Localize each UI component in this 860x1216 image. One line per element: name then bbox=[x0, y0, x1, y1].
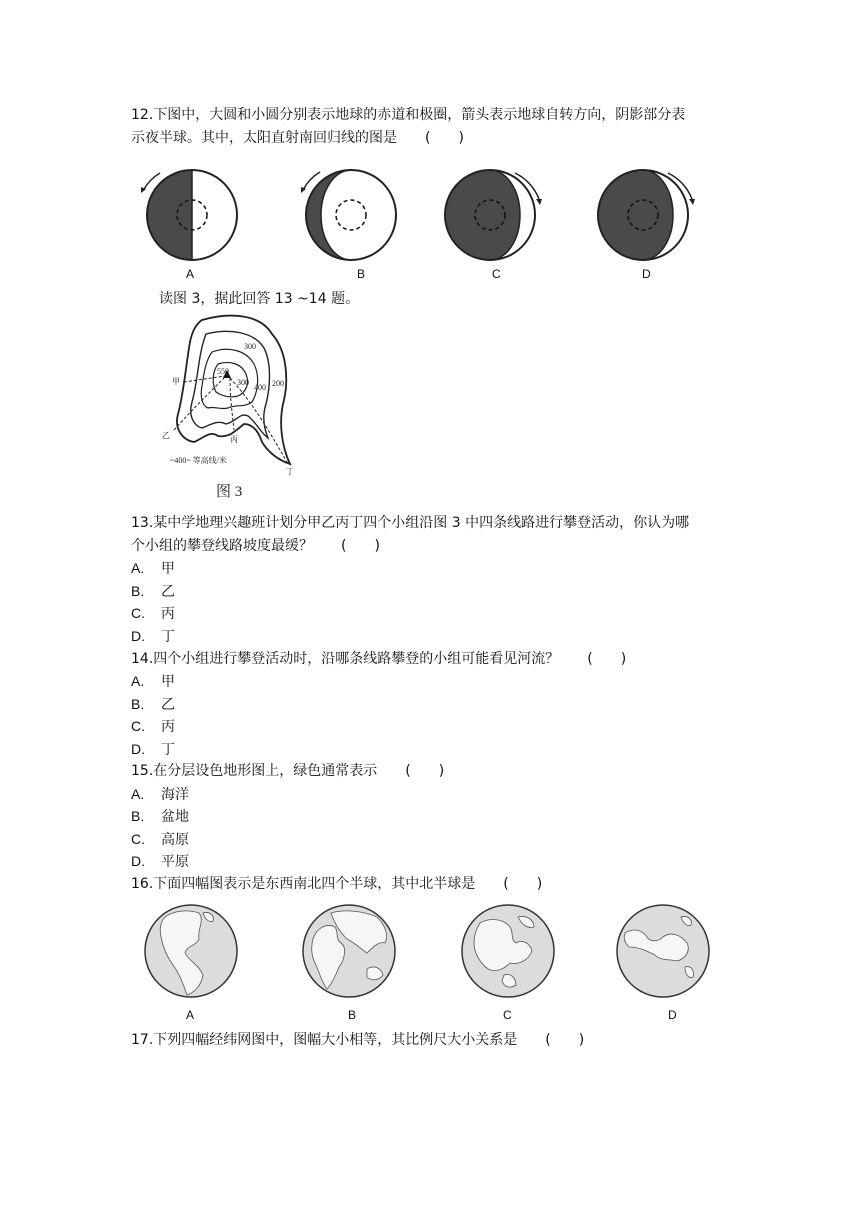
q14-option-c[interactable]: C. 丙 bbox=[131, 718, 175, 735]
figure-3-caption: 图 3 bbox=[216, 484, 243, 500]
hemisphere-map-b bbox=[301, 903, 397, 1003]
globe-figure-c bbox=[445, 165, 545, 265]
globe-figure-b bbox=[298, 165, 398, 265]
q13-option-b[interactable]: B. 乙 bbox=[131, 583, 175, 600]
q15-stem: 15.在分层设色地形图上，绿色通常表示 ( ) bbox=[131, 763, 445, 779]
q14-option-d[interactable]: D. 丁 bbox=[131, 741, 175, 758]
intro-13-14: 读图 3，据此回答 13 ~14 题。 bbox=[159, 291, 360, 307]
q13-option-d[interactable]: D. 丁 bbox=[131, 628, 175, 645]
q16-label-a: A bbox=[186, 1008, 195, 1022]
globe-figure-a bbox=[140, 165, 240, 265]
q12-stem-line2: 示夜半球。其中，太阳直射南回归线的图是 ( ) bbox=[131, 130, 464, 146]
contour-label-300-top: 300 bbox=[244, 342, 256, 351]
q13-option-a[interactable]: A. 甲 bbox=[131, 560, 175, 577]
q12-label-a: A bbox=[186, 267, 195, 281]
q13-option-c[interactable]: C. 丙 bbox=[131, 605, 175, 622]
q12-label-b: B bbox=[357, 267, 366, 281]
q15-option-c[interactable]: C. 高原 bbox=[131, 831, 189, 848]
hemisphere-map-d bbox=[615, 903, 711, 1003]
q15-option-b[interactable]: B. 盆地 bbox=[131, 808, 189, 825]
peak-elevation-label: 550 bbox=[217, 367, 229, 376]
q15-option-a[interactable]: A. 海洋 bbox=[131, 786, 189, 803]
q16-label-b: B bbox=[348, 1008, 357, 1022]
contour-label-200: 200 bbox=[272, 379, 284, 388]
contour-label-400: 400 bbox=[254, 383, 266, 392]
q14-option-b[interactable]: B. 乙 bbox=[131, 696, 175, 713]
globe-figure-d bbox=[598, 165, 698, 265]
q13-stem-line2: 个小组的攀登线路坡度最缓？ ( ) bbox=[131, 538, 380, 554]
q16-label-d: D bbox=[668, 1008, 677, 1022]
contour-map-figure-3 bbox=[160, 312, 300, 502]
q14-option-a[interactable]: A. 甲 bbox=[131, 673, 175, 690]
hemisphere-map-a bbox=[143, 903, 239, 1003]
q12-stem-line1: 12.下图中，大圆和小圆分别表示地球的赤道和极圈，箭头表示地球自转方向，阴影部分表 bbox=[131, 107, 686, 123]
q16-stem: 16.下面四幅图表示是东西南北四个半球，其中北半球是 ( ) bbox=[131, 876, 543, 892]
route-label-ding: 丁 bbox=[286, 467, 294, 476]
q13-stem-line1: 13.某中学地理兴趣班计划分甲乙丙丁四个小组沿图 3 中四条线路进行攀登活动，你认为哪 bbox=[131, 515, 690, 531]
route-label-bing: 丙 bbox=[230, 435, 238, 444]
contour-legend: ~400~ 等高线/米 bbox=[170, 456, 227, 465]
q16-label-c: C bbox=[503, 1008, 512, 1022]
q15-option-d[interactable]: D. 平原 bbox=[131, 853, 189, 870]
hemisphere-map-c bbox=[460, 903, 556, 1003]
route-label-yi: 乙 bbox=[162, 431, 170, 440]
q14-stem: 14.四个小组进行攀登活动时，沿哪条线路攀登的小组可能看见河流？ ( ) bbox=[131, 651, 627, 667]
q12-label-c: C bbox=[492, 267, 501, 281]
route-label-jia: 甲 bbox=[172, 377, 180, 386]
q17-stem: 17.下列四幅经纬网图中，图幅大小相等，其比例尺大小关系是 ( ) bbox=[131, 1032, 585, 1048]
q12-label-d: D bbox=[642, 267, 651, 281]
contour-label-300-inner: 300 bbox=[237, 378, 249, 387]
